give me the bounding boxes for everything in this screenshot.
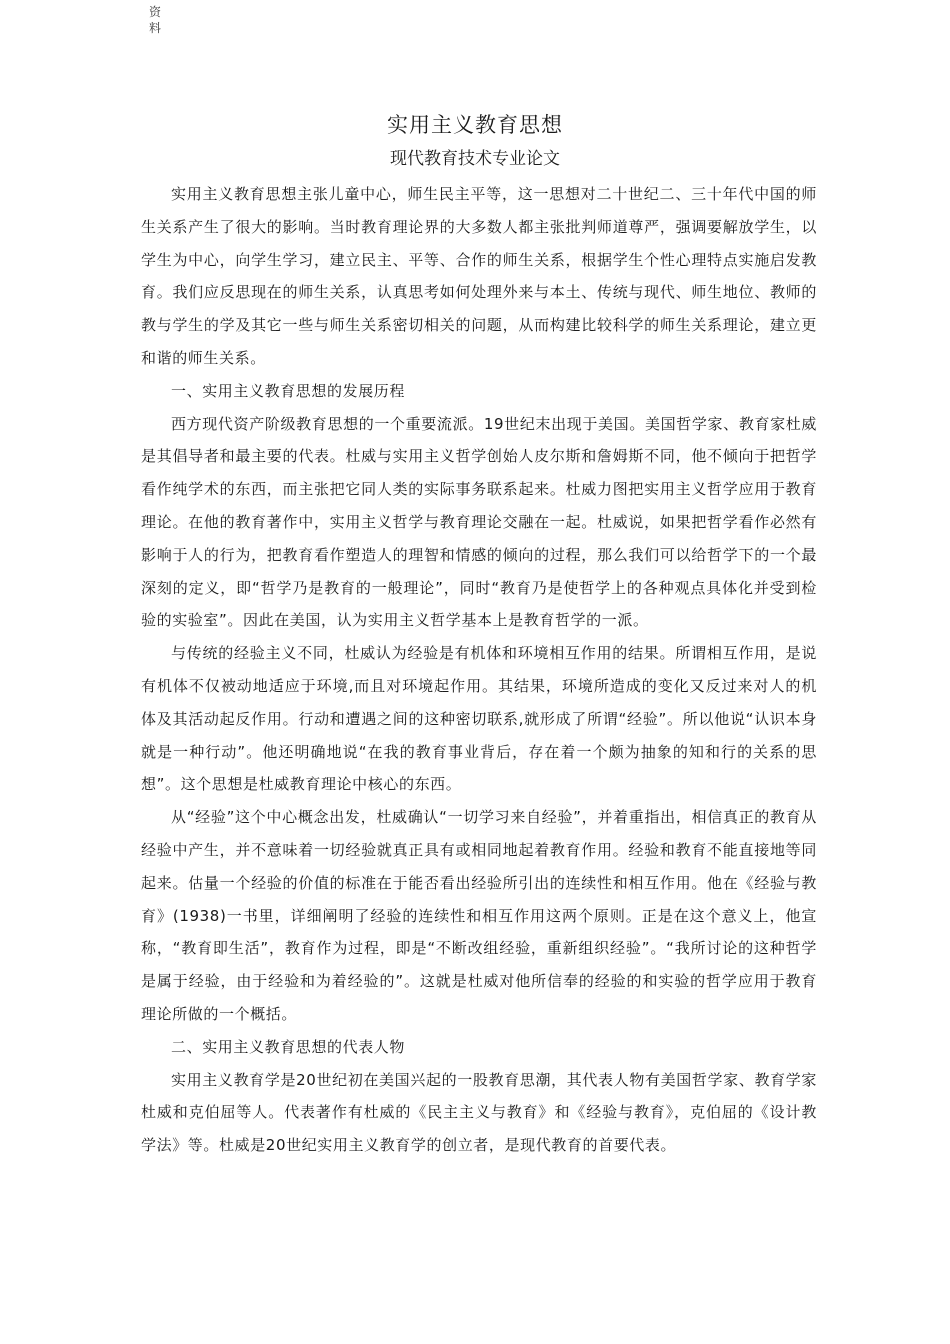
page-title: 实用主义教育思想 <box>387 113 563 137</box>
section-heading-1: 一、实用主义教育思想的发展历程 <box>171 381 406 400</box>
section-heading-2: 二、实用主义教育思想的代表人物 <box>171 1037 406 1056</box>
paragraph-experience: 与传统的经验主义不同，杜威认为经验是有机体和环境相互作用的结果。所谓相互作用，是说有机体不仅被动地适应于环境,而且对环境起作用。其结果，环境所造成的变化又反过来对人的机体及其活动起反作用。行动和遭遇之间的这种密切联系,就形成了所谓“经验”。所以他说“认识本身就是一种行动”。他还明确地说“在我的教育事业背后，存在着一个颇为抽象的知和行的关系的思想”。这个思想是杜威教育理论中核心的东西。 <box>141 644 817 794</box>
paragraph-learning: 从“经验”这个中心概念出发，杜威确认“一切学习来自经验”，并着重指出，相信真正的教育从经验中产生，并不意味着一切经验就真正具有或相同地起着教育作用。经验和教育不能直接地等同起来。估量一个经验的价值的标准在于能否看出经验所引出的连续性和相互作用。他在《经验与教育》(1938)一书里，详细阐明了经验的连续性和相互作用这两个原则。正是在这个意义上，他宣称，“教育即生活”，教育作为过程，即是“不断改组经验，重新组织经验”。“我所讨论的这种哲学是属于经验，由于经验和为着经验的”。这就是杜威对他所信奉的经验的和实验的哲学应用于教育理论所做的一个概括。 <box>141 808 817 1023</box>
article-body <box>141 178 817 1162</box>
paragraph-representatives: 实用主义教育学是20世纪初在美国兴起的一股教育思潮，其代表人物有美国哲学家、教育学家杜威和克伯屈等人。代表著作有杜威的《民主主义与教育》和《经验与教育》，克伯屈的《设计教学法》等。杜威是20世纪实用主义教育学的创立者，是现代教育的首要代表。 <box>141 1070 817 1155</box>
paragraph-history: 西方现代资产阶级教育思想的一个重要流派。19世纪末出现于美国。美国哲学家、教育家杜威是其倡导者和最主要的代表。杜威与实用主义哲学创始人皮尔斯和詹姆斯不同，他不倾向于把哲学看作纯学术的东西，而主张把它同人类的实际事务联系起来。杜威力图把实用主义哲学应用于教育理论。在他的教育著作中，实用主义哲学与教育理论交融在一起。杜威说，如果把哲学看作必然有影响于人的行为，把教育看作塑造人的理智和情感的倾向的过程，那么我们可以给哲学下的一个最深刻的定义，即“哲学乃是教育的一般理论”，同时“教育乃是使哲学上的各种观点具体化并受到检验的实验室”。因此在美国，认为实用主义哲学基本上是教育哲学的一派。 <box>141 414 817 630</box>
page-subtitle: 现代教育技术专业论文 <box>390 149 560 169</box>
header-note: 资料 <box>149 5 162 35</box>
paragraph-intro: 实用主义教育思想主张儿童中心，师生民主平等，这一思想对二十世纪二、三十年代中国的师生关系产生了很大的影响。当时教育理论界的大多数人都主张批判师道尊严，强调要解放学生，以学生为中心，向学生学习，建立民主、平等、合作的师生关系，根据学生个性心理特点实施启发教育。我们应反思现在的师生关系，认真思考如何处理外来与本土、传统与现代、师生地位、教师的教与学生的学及其它一些与师生关系密切相关的问题，从而构建比较科学的师生关系理论，建立更和谐的师生关系。 <box>141 185 817 367</box>
